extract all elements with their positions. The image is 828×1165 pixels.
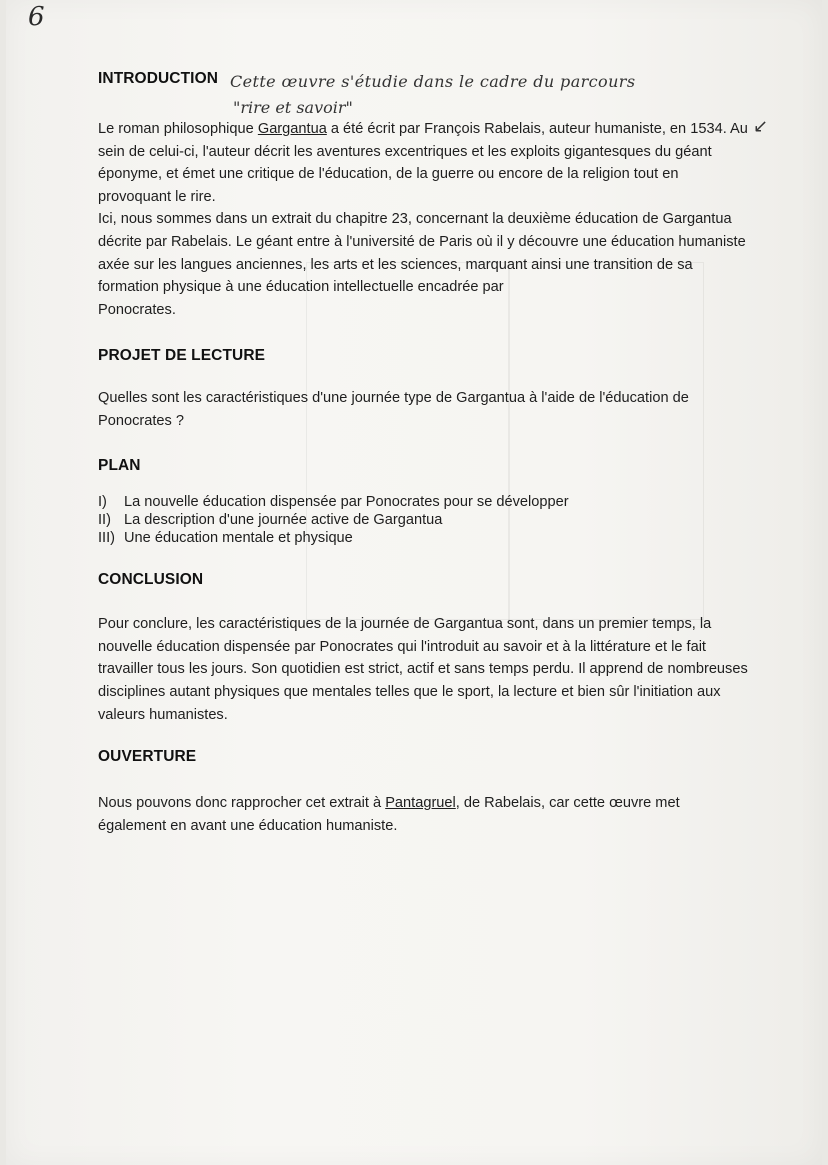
plan-item-number: II) <box>98 511 111 528</box>
book-title-pantagruel: Pantagruel <box>385 795 456 812</box>
intro-paragraph-1 <box>98 118 748 208</box>
plan-item <box>98 529 748 547</box>
plan-item-number: I) <box>98 493 107 510</box>
plan-item <box>98 511 748 529</box>
handwritten-arrow-icon: ↙ <box>753 116 769 136</box>
intro-text-start: Le roman philosophique <box>98 121 258 137</box>
document-body <box>98 70 769 837</box>
ouverture-text-start: Nous pouvons donc rapprocher cet extrait à <box>98 795 386 812</box>
projet-question: Quelles sont les caractéristiques d'une journée type de Gargantua à l'aide de l'éducation de Ponocrates ? <box>98 390 689 429</box>
plan-item-number: III) <box>98 529 116 546</box>
ouverture-paragraph <box>98 792 748 837</box>
ouverture-text-rest: , de Rabelais, car cette œuvre met également en avant une éducation humaniste. <box>98 795 680 834</box>
plan-list <box>98 493 748 548</box>
plan-item-text: La description d'une journée active de Gargantua <box>124 511 443 528</box>
paper-sheet <box>6 0 822 1165</box>
intro-paragraph-2-end: Ponocrates. <box>98 301 176 318</box>
page-number: 6 <box>28 2 45 32</box>
intro-heading: INTRODUCTION <box>98 70 219 87</box>
intro-paragraph-2: Ici, nous sommes dans un extrait du chapitre 23, concernant la deuxième éducation de Gargantua décrite par Rabelais. Le géant entre à l'université de Paris où il y découvre une éducation humaniste axée sur les langues anciennes, les arts et les sciences, marquant ainsi une transition de sa formation physique à une éducation intellectuelle encadrée par <box>98 211 746 296</box>
handwritten-note-line1: Cette œuvre s'étudie dans le cadre du parcours <box>230 72 636 91</box>
ouverture-heading: OUVERTURE <box>98 748 197 766</box>
plan-item-text: Une éducation mentale et physique <box>124 529 353 546</box>
book-title-gargantua: Gargantua <box>257 121 327 137</box>
conclusion-paragraph: Pour conclure, les caractéristiques de la journée de Gargantua sont, dans un premier temps, la nouvelle éducation dispensée par Ponocrates qui l'introduit au savoir et à la littérature et le fait travailler tous les jours. Son quotidien est strict, actif et sans temps perdu. Il apprend de nombreuses disciplines autant physiques que mentales telles que le sport, la lecture et bien sûr l'initiation aux valeurs humanistes. <box>98 616 748 723</box>
intro-text-rest: a été écrit par François Rabelais, auteur humaniste, en 1534. Au sein de celui-ci, l'auteur décrit les aventures excentriques et les exploits gigantesques du géant éponyme, et émet une critique de l'éducation, de la guerre ou encore de la religion tout en provoquant le rire. <box>98 121 748 205</box>
conclusion-heading: CONCLUSION <box>98 571 204 589</box>
handwritten-note-line2: "rire et savoir" <box>233 98 353 117</box>
projet-heading: PROJET DE LECTURE <box>98 347 266 365</box>
plan-item <box>98 493 748 511</box>
plan-heading: PLAN <box>98 456 141 474</box>
plan-item-text: La nouvelle éducation dispensée par Ponocrates pour se développer <box>124 493 569 510</box>
